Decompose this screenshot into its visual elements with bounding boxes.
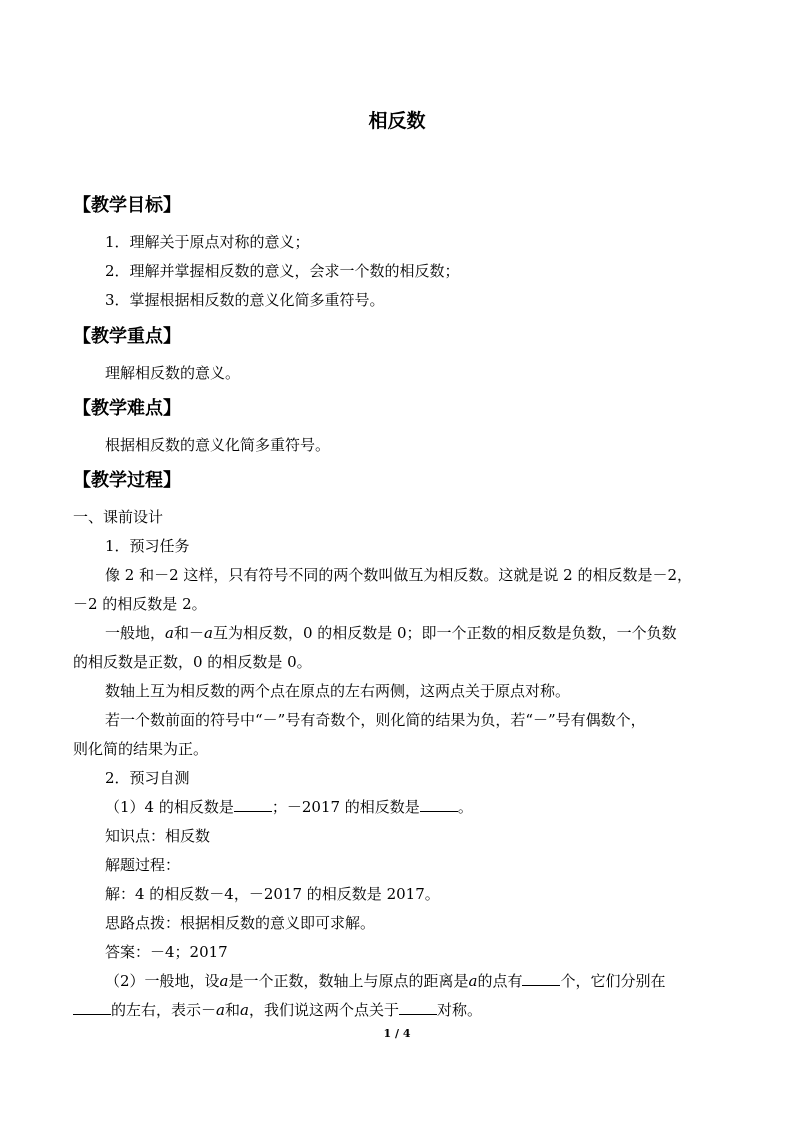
section-pre-class: 一、课前设计 xyxy=(73,508,164,526)
var-a: a xyxy=(468,972,478,990)
answer-blank[interactable] xyxy=(73,1000,111,1015)
key-text: 理解相反数的意义。 xyxy=(105,364,241,382)
answer-blank[interactable] xyxy=(399,1000,437,1015)
heading-key: 【教学重点】 xyxy=(73,326,181,347)
paragraph-1-line-1: 像 2 和－2 这样，只有符号不同的两个数叫做互为相反数。这就是说 2 的相反数是－2， xyxy=(105,566,693,584)
var-a: a xyxy=(219,972,229,990)
var-a: a xyxy=(203,624,213,642)
q1-knowledge: 知识点：相反数 xyxy=(105,827,211,845)
q1-hint: 思路点拨：根据相反数的意义即可求解。 xyxy=(105,914,376,932)
q1-answer: 答案：－4；2017 xyxy=(105,943,228,961)
sub-preview-task: 1．预习任务 xyxy=(105,537,190,555)
heading-difficulty: 【教学难点】 xyxy=(73,398,181,419)
answer-blank[interactable] xyxy=(234,797,272,812)
var-a: a xyxy=(165,624,174,642)
var-a: a xyxy=(216,1001,225,1019)
sub-self-test: 2．预习自测 xyxy=(105,769,190,787)
q1-process: 解题过程： xyxy=(105,856,181,874)
heading-goals: 【教学目标】 xyxy=(73,195,181,216)
paragraph-3: 数轴上互为相反数的两个点在原点的左右两侧，这两点关于原点对称。 xyxy=(105,682,571,700)
difficulty-text: 根据相反数的意义化简多重符号。 xyxy=(105,436,331,454)
heading-process: 【教学过程】 xyxy=(73,470,181,491)
paragraph-2-line-2: 的相反数是正数，0 的相反数是 0。 xyxy=(73,653,312,671)
paragraph-4-line-2: 则化简的结果为正。 xyxy=(73,740,209,758)
page-title: 相反数 xyxy=(368,110,426,132)
answer-blank[interactable] xyxy=(420,797,458,812)
answer-blank[interactable] xyxy=(522,971,560,986)
question-1: （1）4 的相反数是 ；－2017 的相反数是 。 xyxy=(105,798,473,816)
question-2-line-1: （2）一般地，设a是一个正数，数轴上与原点的距离是a的点有 个，它们分别在 xyxy=(105,972,666,990)
goal-item-3: 3．掌握根据相反数的意义化简多重符号。 xyxy=(105,291,385,309)
goal-item-2: 2．理解并掌握相反数的意义，会求一个数的相反数； xyxy=(105,262,460,280)
q1-solution: 解：4 的相反数－4，－2017 的相反数是 2017。 xyxy=(105,885,440,903)
var-a: a xyxy=(239,1001,249,1019)
question-2-line-2: 的左右，表示－a和a，我们说这两个点关于 对称。 xyxy=(73,999,482,1021)
paragraph-1-line-2: －2 的相反数是 2。 xyxy=(73,595,207,613)
paragraph-4-line-1: 若一个数前面的符号中“－”号有奇数个，则化简的结果为负，若“－”号有偶数个， xyxy=(105,711,646,729)
page-number: 1 / 4 xyxy=(383,1027,411,1040)
goal-item-1: 1．理解关于原点对称的意义； xyxy=(105,233,310,251)
paragraph-2-line-1: 一般地，a和－a互为相反数，0 的相反数是 0；即一个正数的相反数是负数，一个负数 xyxy=(105,624,677,642)
